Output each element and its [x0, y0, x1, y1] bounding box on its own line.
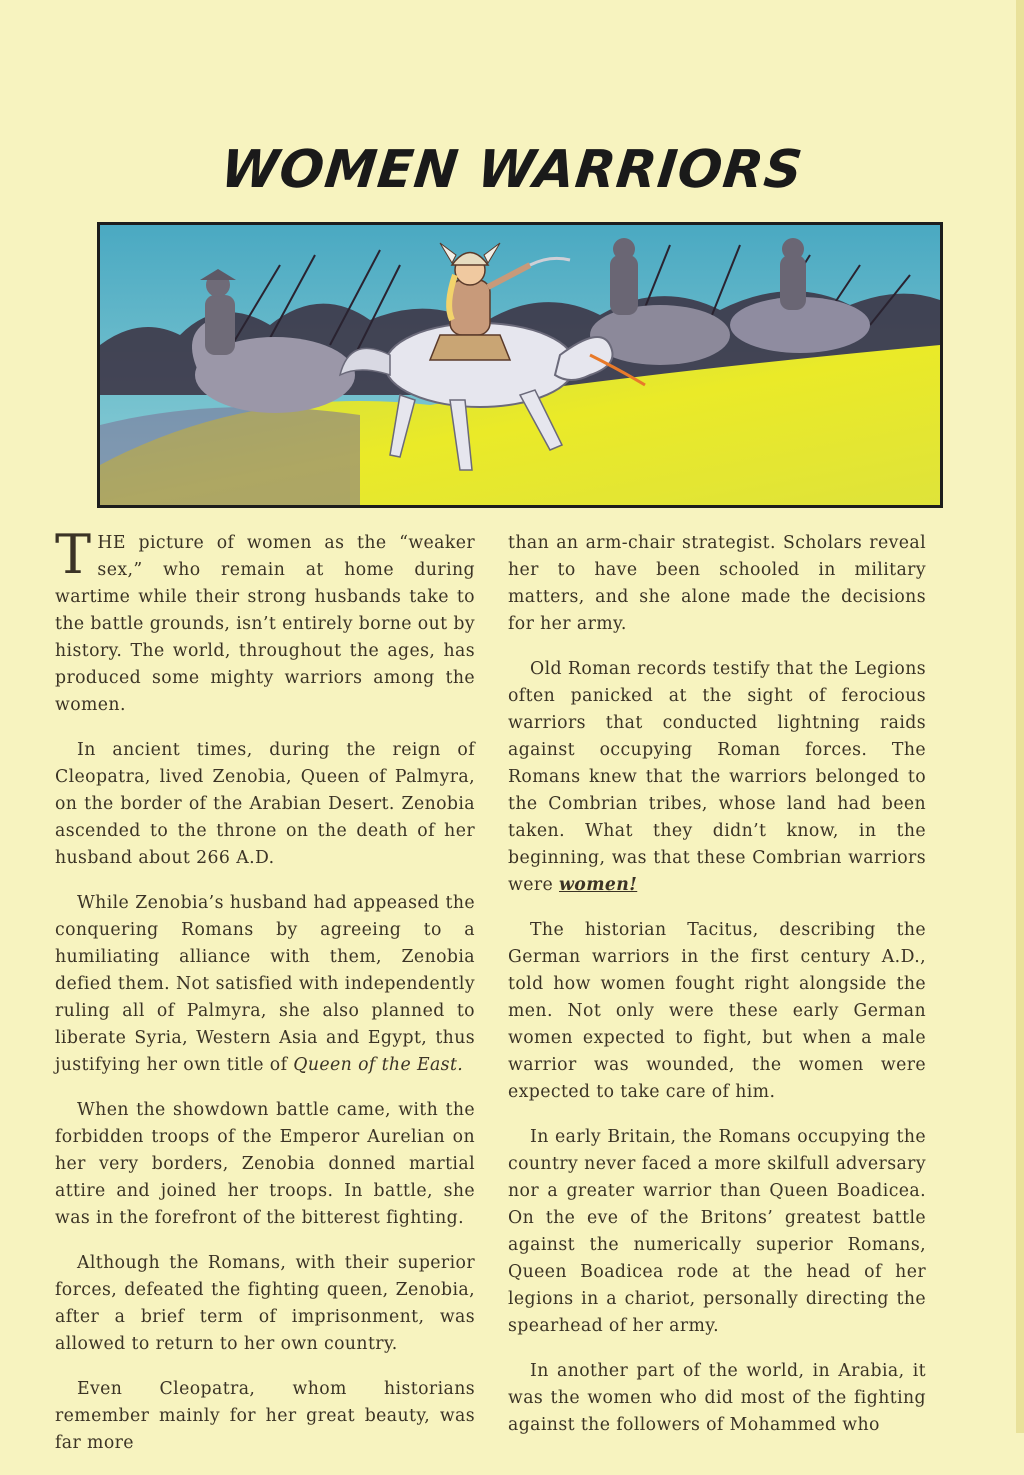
shadow-ground [100, 407, 360, 505]
paragraph: Even Cleopatra, whom historians remember mainly for her great beauty, was far more [55, 1379, 475, 1453]
paragraph: Although the Romans, with their superior forces, defeated the fighting queen, Zenobia, after a brief term of imprisonment, was allowed to return to her own country. [55, 1253, 475, 1354]
emphasis-women: women! [559, 875, 638, 895]
paragraph: Old Roman records testify that the Legions often panicked at the sight of ferocious warriors that conducted lightning raids against occupying Roman forces. The Romans knew that the warriors belonged to the Combrian tribes, whose land had been taken. What they didn’t know, in the beginning, was that these Combrian warriors were women! [508, 659, 926, 895]
paragraph: THE picture of women as the “weaker sex,” who remain at home during wartime while their strong husbands take to the battle grounds, isn’t entirely borne out by history. The world, throughout the ages, has produced some mighty warriors among the women. [55, 523, 475, 715]
title-emphasis: Queen of the East. [293, 1055, 464, 1075]
paragraph: In another part of the world, in Arabia, it was the women who did most of the fighting against the followers of Mohammed who [508, 1361, 926, 1435]
right-column [508, 530, 926, 1457]
paragraph: than an arm-chair strategist. Scholars reveal her to have been schooled in military matters, and she alone made the decisions for her army. [508, 533, 926, 634]
page-title: WOMEN WARRIORS [218, 140, 806, 200]
left-column [55, 523, 475, 1475]
paragraph: In early Britain, the Romans occupying the country never faced a more skilfull adversary nor a greater warrior than Queen Boadicea. On the eve of the Britons’ greatest battle against the numerically superior Romans, Queen Boadicea rode at the head of her legions in a chariot, personally directing the spearhead of her army. [508, 1127, 926, 1336]
paragraph: The historian Tacitus, describing the German warriors in the first century A.D., told how women fought right alongside the men. Not only were these early German women expected to fight, but when a male warrior was wounded, the women were expected to take care of him. [508, 920, 926, 1102]
page-edge [1016, 0, 1024, 1433]
drop-cap: T [55, 523, 92, 586]
women-warriors-illustration [97, 222, 943, 508]
paragraph: In ancient times, during the reign of Cleopatra, lived Zenobia, Queen of Palmyra, on the border of the Arabian Desert. Zenobia ascended to the throne on the death of her husband about 266 A.D. [55, 740, 475, 868]
paragraph: While Zenobia’s husband had appeased the conquering Romans by agreeing to a humiliating alliance with them, Zenobia defied them. Not satisfied with independently ruling all of Palmyra, she also planned to liberate Syria, Western Asia and Egypt, thus justifying her own title of Queen of the East. [55, 893, 475, 1075]
paragraph: When the showdown battle came, with the forbidden troops of the Emperor Aurelian on her very borders, Zenobia donned martial attire and joined her troops. In battle, she was in the forefront of the bitterest fighting. [55, 1100, 475, 1228]
